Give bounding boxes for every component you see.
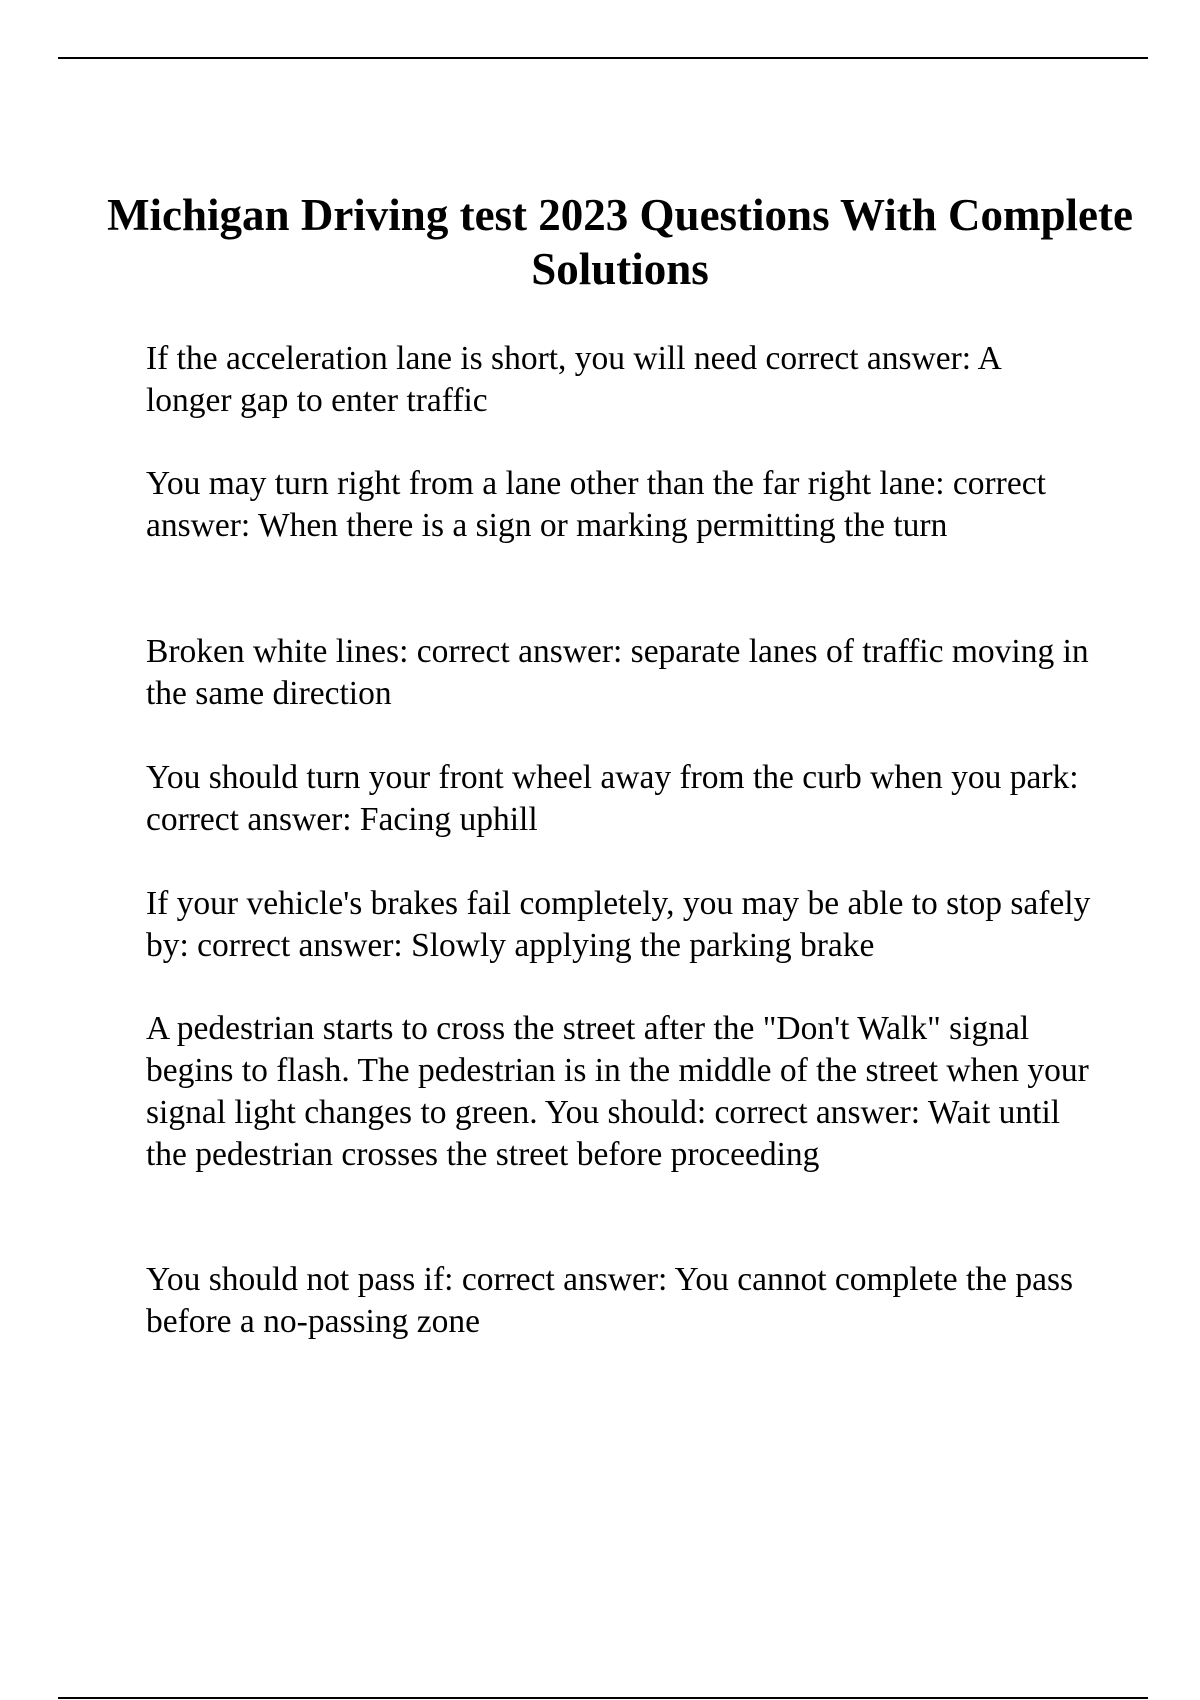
qa-item: You may turn right from a lane other than the far right lane: correct answer: When there is a sign or marking permitting the turn	[146, 465, 1046, 544]
document-title: Michigan Driving test 2023 Questions With Complete Solutions	[107, 190, 1133, 294]
qa-item: If your vehicle's brakes fail completely, you may be able to stop safely by: correct answer: Slowly applying the parking brake	[146, 885, 1091, 964]
qa-item: A pedestrian starts to cross the street after the "Don't Walk" signal begins to flash. The pedestrian is in the middle of the street when your signal light changes to green. You should: correct answer: Wait until the pedestrian crosses the street before proceeding	[146, 1010, 1089, 1173]
header-rule	[58, 57, 1148, 59]
qa-item: You should turn your front wheel away from the curb when you park: correct answer: Facing uphill	[146, 759, 1079, 838]
footer-rule	[58, 1697, 1148, 1699]
qa-item: You should not pass if: correct answer: You cannot complete the pass before a no-passing zone	[146, 1261, 1074, 1340]
qa-item: If the acceleration lane is short, you will need correct answer: A longer gap to enter traffic	[146, 340, 1000, 419]
qa-item: Broken white lines: correct answer: separate lanes of traffic moving in the same direction	[146, 633, 1089, 712]
